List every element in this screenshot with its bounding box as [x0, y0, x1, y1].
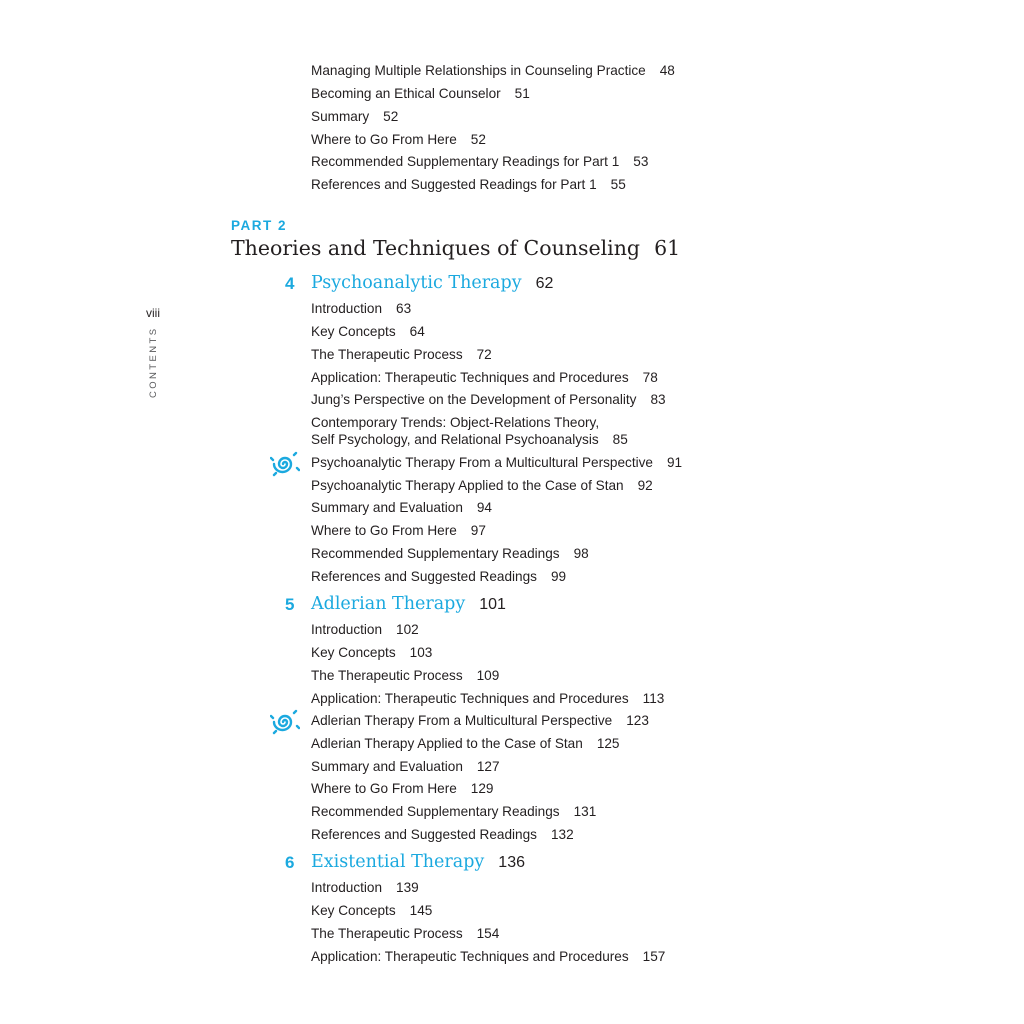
toc-entry[interactable]: References and Suggested Readings 99: [311, 569, 567, 584]
toc-entry[interactable]: Where to Go From Here 97: [311, 523, 486, 538]
chapter-number: 5: [285, 595, 295, 614]
part-title[interactable]: Theories and Techniques of Counseling 61: [231, 236, 681, 260]
toc-entry[interactable]: Psychoanalytic Therapy From a Multicultural Perspective 91: [311, 455, 683, 470]
toc-entry[interactable]: Key Concepts 145: [311, 903, 433, 918]
toc-entry[interactable]: Application: Therapeutic Techniques and Procedures 157: [311, 949, 666, 964]
chapter-title[interactable]: Adlerian Therapy 101: [311, 594, 506, 614]
chapter-number: 6: [285, 853, 295, 872]
toc-entry[interactable]: Application: Therapeutic Techniques and Procedures 113: [311, 691, 665, 706]
multicultural-swirl-icon: [270, 709, 300, 735]
toc-entry[interactable]: Contemporary Trends: Object-Relations Theory,: [311, 415, 600, 430]
toc-entry[interactable]: Summary 52: [311, 109, 399, 124]
toc-entry[interactable]: Introduction 63: [311, 301, 412, 316]
toc-entry[interactable]: Becoming an Ethical Counselor 51: [311, 86, 530, 101]
toc-entry[interactable]: Key Concepts 103: [311, 645, 433, 660]
toc-entry[interactable]: Managing Multiple Relationships in Counseling Practice 48: [311, 63, 675, 78]
toc-entry[interactable]: The Therapeutic Process 109: [311, 668, 500, 683]
toc-entry[interactable]: Recommended Supplementary Readings 131: [311, 804, 597, 819]
toc-entry[interactable]: References and Suggested Readings for Part 1 55: [311, 177, 626, 192]
toc-entry[interactable]: Recommended Supplementary Readings for Part 1 53: [311, 154, 649, 169]
toc-entry[interactable]: Application: Therapeutic Techniques and Procedures 78: [311, 370, 658, 385]
running-head: CONTENTS: [148, 326, 159, 398]
page-folio: viii: [146, 306, 160, 320]
toc-entry[interactable]: References and Suggested Readings 132: [311, 827, 574, 842]
chapter-title[interactable]: Existential Therapy 136: [311, 852, 525, 872]
toc-entry[interactable]: Summary and Evaluation 127: [311, 759, 500, 774]
toc-entry[interactable]: Where to Go From Here 129: [311, 781, 494, 796]
toc-entry[interactable]: The Therapeutic Process 72: [311, 347, 492, 362]
toc-entry[interactable]: Adlerian Therapy From a Multicultural Perspective 123: [311, 713, 649, 728]
toc-entry[interactable]: Where to Go From Here 52: [311, 132, 486, 147]
toc-entry[interactable]: Key Concepts 64: [311, 324, 425, 339]
toc-entry[interactable]: Summary and Evaluation 94: [311, 500, 492, 515]
toc-entry-continued[interactable]: Self Psychology, and Relational Psychoanalysis 85: [311, 432, 628, 447]
chapter-number: 4: [285, 274, 295, 293]
toc-entry[interactable]: Adlerian Therapy Applied to the Case of Stan 125: [311, 736, 620, 751]
part-label: PART 2: [231, 218, 288, 233]
chapter-title[interactable]: Psychoanalytic Therapy 62: [311, 273, 554, 293]
toc-entry[interactable]: Jung’s Perspective on the Development of Personality 83: [311, 392, 666, 407]
toc-entry[interactable]: Introduction 102: [311, 622, 419, 637]
toc-entry[interactable]: Recommended Supplementary Readings 98: [311, 546, 589, 561]
multicultural-swirl-icon: [270, 451, 300, 477]
toc-entry[interactable]: The Therapeutic Process 154: [311, 926, 500, 941]
toc-entry[interactable]: Psychoanalytic Therapy Applied to the Case of Stan 92: [311, 478, 653, 493]
toc-entry[interactable]: Introduction 139: [311, 880, 419, 895]
